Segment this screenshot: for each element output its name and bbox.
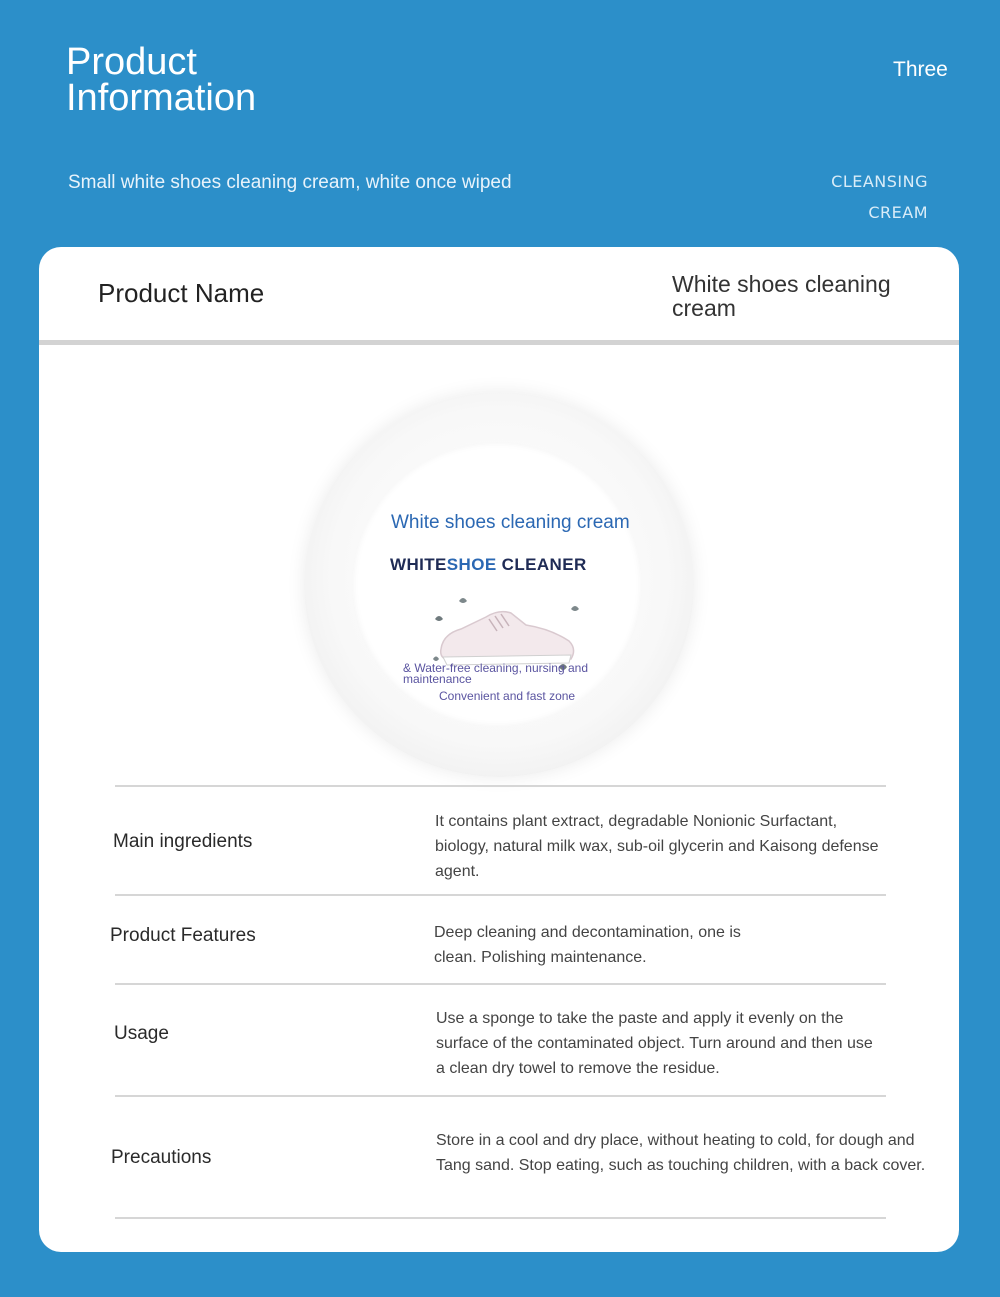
brand-white: WHITE (390, 555, 447, 574)
header-subtitle: Small white shoes cleaning cream, white once wiped (68, 172, 512, 193)
jar-convenient-text: Convenient and fast zone (439, 689, 576, 703)
row-text-usage: Use a sponge to take the paste and apply it evenly on the surface of the contaminated object. Turn around and then use a clean dry towel to remove the residue. (436, 1010, 873, 1077)
row-divider (115, 785, 886, 787)
row-divider (115, 894, 886, 896)
divider (39, 340, 959, 345)
jar-water-free-text: & Water-free cleaning, nursing and maintenance (403, 661, 588, 686)
brand-cleaner: CLEANER (496, 555, 587, 574)
row-label-usage: Usage (114, 1023, 169, 1044)
jar-title: White shoes cleaning cream (391, 512, 630, 533)
product-name-row (39, 247, 959, 341)
row-text-product-features: Deep cleaning and decontamination, one is clean. Polishing maintenance. (434, 924, 741, 966)
product-name-label: Product Name (98, 278, 265, 308)
badge-line-1: CLEANSING (831, 172, 928, 191)
product-info-card (39, 247, 959, 1252)
brand-shoe: SHOE (446, 555, 497, 574)
row-label-precautions: Precautions (111, 1147, 212, 1168)
header-three-text: Three (893, 58, 948, 81)
row-text-precautions: Store in a cool and dry place, without heating to cold, for dough and Tang sand. Stop eating, such as touching children, with a back cover. (436, 1132, 926, 1174)
cleansing-cream-badge (831, 166, 928, 228)
page-title: Product Information (66, 41, 257, 119)
row-label-main-ingredients: Main ingredients (113, 831, 253, 852)
row-divider (115, 1217, 886, 1219)
row-text-main-ingredients: It contains plant extract, degradable Nonionic Surfactant, biology, natural milk wax, sub-oil glycerin and Kaisong defense agent. (435, 813, 879, 880)
row-label-product-features: Product Features (110, 925, 256, 946)
badge-line-2: CREAM (868, 203, 928, 222)
row-divider (115, 983, 886, 985)
product-name-value: White shoes cleaning cream (672, 271, 891, 321)
jar-brand (390, 555, 587, 575)
row-divider (115, 1095, 886, 1097)
